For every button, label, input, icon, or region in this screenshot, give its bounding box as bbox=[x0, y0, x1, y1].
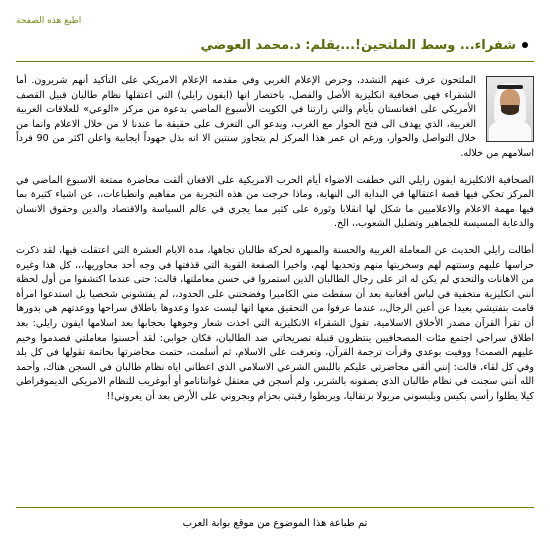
author-photo bbox=[486, 76, 534, 142]
print-page-link[interactable]: اطبع هذه الصفحة bbox=[16, 16, 82, 26]
footer-divider bbox=[16, 507, 534, 508]
article-body bbox=[16, 74, 534, 502]
article-title: شفراء... وسط الملتحين!...يقلم: د.محمد العوضي bbox=[200, 37, 516, 53]
title-divider bbox=[16, 61, 534, 62]
article-paragraph: الصحافية الانكليزية ايفون رايلي التي خطفت الاضواء أيام الحرب الامريكية على الافغان ألقت محاضرة ممتعة الاسبوع الماضي في المركز تحكي فيها قصة اعتقالها في البداية الى النهاية، وماذا خرجت من هذه التجربة من مفاهيم وانطباعات،، عن اشياء كثيرة بما فيها مهمة الاعلام والاعلاميين ما شكل لها انقلابا وثورة على كثير مما يجري في عالم السياسة والاقتصاد والدين وحقوق الانسان والدعاية المسيسة للجماهير وتضليل الشعوب،، الخ. bbox=[16, 174, 534, 230]
bullet-icon bbox=[522, 42, 528, 48]
source-footer: تم طباعة هذا الموضوع من موقع بوابة العرب bbox=[182, 518, 368, 529]
article-title-row bbox=[16, 34, 534, 56]
article-paragraph: الملتحون عرف عنهم التشدد، وحرص الإعلام الغربي وفي مقدمه الإعلام الامريكي على التأكيد أنهم شريرون. أما الشقراء فهي صحافية انكليزية الأصل والفصل، باختصار انها (ايفون رايلي) التي اعتقلها نظام طالبان قبيل القصف الأمريكي على افغانستان بأيام والتي زارتنا في الكويت الأسبوع الماضي بدعوة من مركز «الوعي» للعلاقات العربية الغربية، الذي يهدف الى فتح الحوار مع الغرب، ويدعو الى التعرف على حقيقة ما عندنا لا من خلال الاعلام وانما من خلال التواصل والحوار، ورغم ان عمر هذا المركز لم يتجاوز سنتين الا انه بذل جهوداً ايجابية واعلن اكثر من 90 فرداً اسلامهم من خلاله. bbox=[16, 75, 534, 159]
article-paragraph: أطالت رايلي الحديث عن المعاملة الغربية والحسنة والمبهرة لحركة طالبان تجاهها، مدة الايام العشرة التي اعتقلت فيها، لقد ذكرت حراسها عليهم وسنتهم لهم وسخريتها منهم وتحديها لهم، واخيرا الصفعة القوية التي قذفتها في وجه أحد محاوريها،،، كل هذا وغيره من الاهانات والتحدي لم يكن له اثر على رجال الطالبان الذين استمروا في حسن معاملتها، قالت: حتى عندما اكتشفوا من أول لحظة أنني انكليزية متخفية في لباس أفغانية بعد أن سقطت مني الكاميرا وفضحتني على الحدود،، لم يفتشوني شخصيا بل استدعوا امرأة قامت بتفتيشي بعيدا عن أعين الرجال،، عندما عرفوا من التحقيق معها انها ليست عدوا وعدوها باطلاق سراحها ووعدتهم هي بدورها أن تقرأ القرآن مصدر الأخلاق الاسلامية، تقول الشقراء الانكليزية التي اخذت شعار وجوهها بحجابها بعد اسلامها ايفون رايلي: بعد اطلاق سراحي اجتمع مئات المصحافيين ينتظرون قنبلة تصريحاتي ضد الطالبان، فكان جوابي: لقد أحسنوا معاملتي فصدموا وخيم عليهم الصمت! ووفيت بوعدي وقرأت ترجمة القرآن، وتعرفت على الاسلام، ثم أسلمت، حتمت محاضرتها بحاتمة تقولها في كل بلد وفي كل لقاء، قالت: إنني ألقي محاضرتي عليكم باللبس الشرعي الاسلامي الذي اعطاني اياه نظام طالبان في السجن هناك، وأحمد الله أنني سجنت في نظام طالبان الذي يصفونه بالشرير، ولم أسجن في معتقل غوانتانامو أو أبوغريب للنظام الامريكي الديموقراطي كيلا يطلوا رأسي بكيس وبلبسوني مريولا برتقاليا، ويربطوا رقبتي بحزام ويجروني على الأرض بعد أن يعروني!! bbox=[16, 244, 534, 402]
